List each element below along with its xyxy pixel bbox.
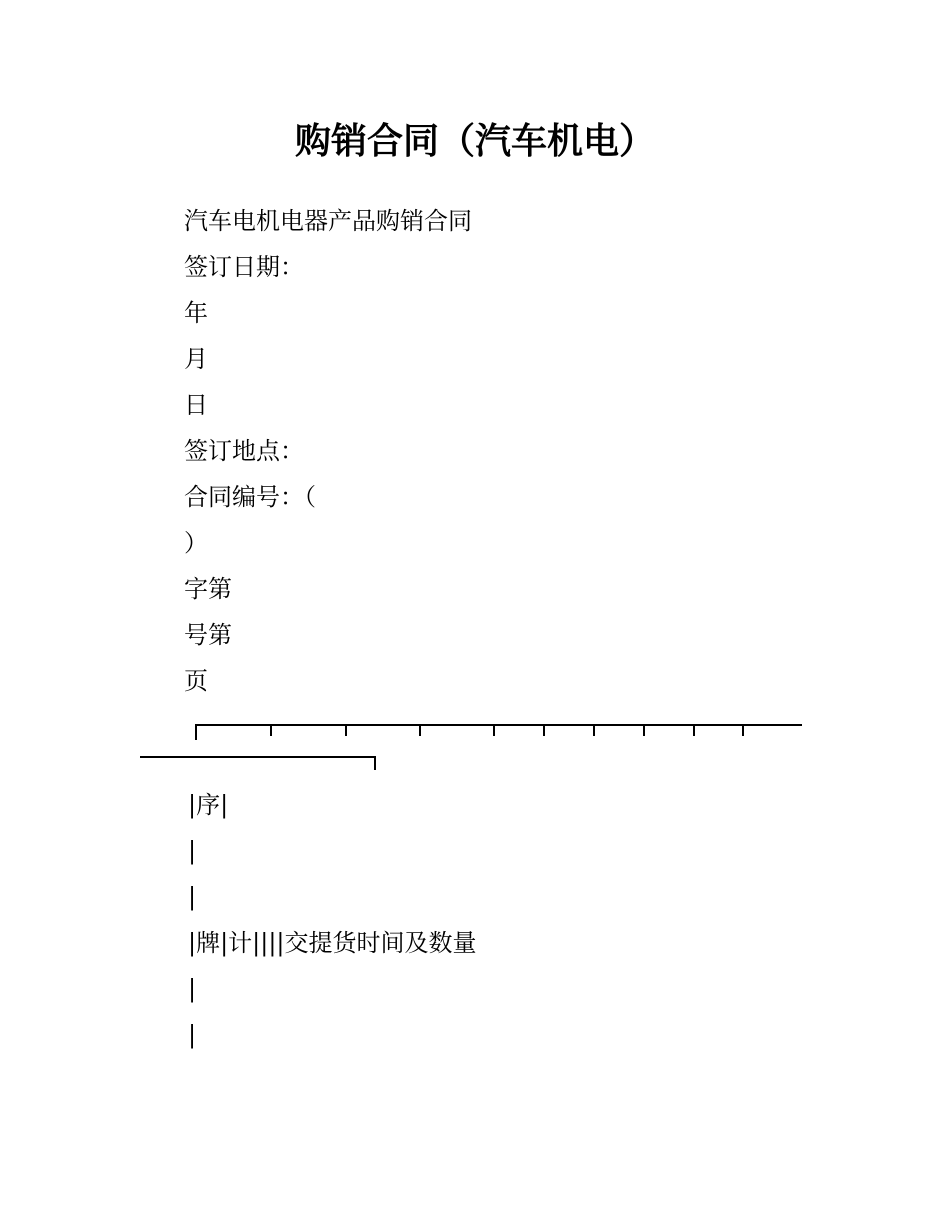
day-label: 日 bbox=[184, 391, 208, 419]
number-page-label: 号第 bbox=[184, 621, 232, 649]
table-row: | bbox=[188, 883, 197, 911]
word-number-label: 字第 bbox=[184, 575, 232, 603]
contract-subtitle: 汽车电机电器产品购销合同 bbox=[184, 207, 472, 235]
contract-number-label: 合同编号：（ bbox=[184, 483, 316, 511]
table-row: | bbox=[188, 1021, 197, 1049]
table-row-header: |牌|计||||交提货时间及数量 bbox=[188, 929, 477, 957]
table-row-serial: |序| bbox=[188, 791, 229, 819]
month-label: 月 bbox=[184, 345, 208, 373]
signing-date-label: 签订日期： bbox=[184, 253, 304, 281]
signing-place-label: 签订地点： bbox=[184, 437, 304, 465]
document-title: 购销合同（汽车机电） bbox=[294, 121, 655, 162]
page-label: 页 bbox=[184, 667, 208, 695]
year-label: 年 bbox=[184, 299, 208, 327]
table-row: | bbox=[188, 837, 197, 865]
table-row: | bbox=[188, 975, 197, 1003]
contract-number-close-paren: ） bbox=[184, 529, 208, 557]
